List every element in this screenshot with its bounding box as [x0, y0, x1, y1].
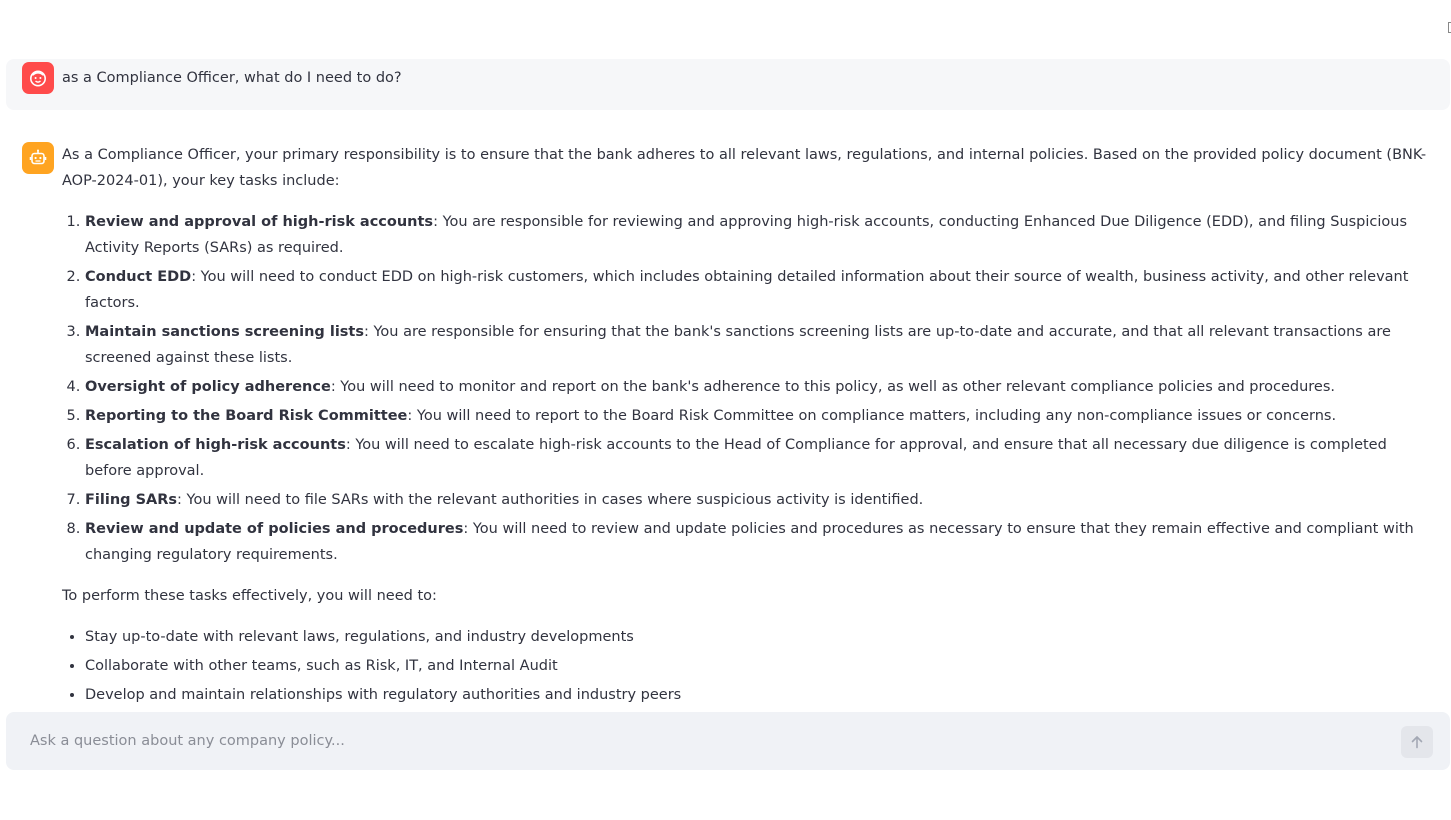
task-item	[85, 319, 1436, 371]
arrow-up-icon	[1409, 734, 1425, 750]
assistant-followup: To perform these tasks effectively, you will need to:	[62, 588, 437, 604]
task-body: : You will need to review and update policies and procedures as necessary to ensure that they remain effective and compliant with changing regulatory requirements.	[85, 521, 1414, 563]
task-body: : You will need to conduct EDD on high-risk customers, which includes obtaining detailed information about their source of wealth, business activity, and other relevant factors.	[85, 269, 1409, 311]
task-item	[85, 516, 1436, 568]
task-body: : You will need to monitor and report on the bank's adherence to this policy, as well as other relevant compliance policies and procedures.	[330, 379, 1335, 395]
task-item	[85, 487, 1436, 513]
chat-input-bar	[6, 712, 1450, 770]
skill-item: • Collaborate with other teams, such as Risk, IT, and Internal Audit	[85, 653, 1436, 679]
assistant-avatar	[22, 142, 54, 174]
user-face-icon	[28, 68, 48, 88]
task-title: Escalation of high-risk accounts	[85, 437, 346, 453]
task-body: : You are responsible for ensuring that the bank's sanctions screening lists are up-to-date and accurate, and that all relevant transactions are screened against these lists.	[85, 324, 1391, 366]
task-title: Review and approval of high-risk accounts	[85, 214, 434, 230]
user-avatar	[22, 62, 54, 94]
assistant-message	[6, 128, 1450, 703]
skill-item: • Stay up-to-date with relevant laws, regulations, and industry developments	[85, 624, 1436, 650]
task-title: Filing SARs	[85, 492, 178, 508]
task-title: Reporting to the Board Risk Committee	[85, 408, 408, 424]
user-message-text: as a Compliance Officer, what do I need to do?	[62, 70, 402, 86]
task-body: : You will need to escalate high-risk accounts to the Head of Compliance for approval, and ensure that all necessary due diligence is completed before approval.	[85, 437, 1387, 479]
task-item	[85, 432, 1436, 484]
task-body: : You will need to report to the Board Risk Committee on compliance matters, including any non-compliance issues or concerns.	[407, 408, 1337, 424]
task-title: Review and update of policies and procedures	[85, 521, 464, 537]
assistant-intro: As a Compliance Officer, your primary responsibility is to ensure that the bank adheres to all relevant laws, regulations, and internal policies. Based on the provided policy document (BNK-AOP-2024-01), your key tasks include:	[62, 147, 1427, 189]
task-item	[85, 209, 1436, 261]
chat-input[interactable]	[18, 720, 1388, 762]
assistant-message-content	[62, 142, 1436, 781]
task-title: Oversight of policy adherence	[85, 379, 331, 395]
send-button[interactable]	[1401, 726, 1433, 758]
robot-icon	[28, 148, 48, 168]
task-title: Conduct EDD	[85, 269, 192, 285]
task-item	[85, 264, 1436, 316]
task-body: : You are responsible for reviewing and approving high-risk accounts, conducting Enhanced Due Diligence (EDD), and filing Suspicious Activity Reports (SARs) as required.	[85, 214, 1408, 256]
task-item	[85, 403, 1436, 429]
task-list	[62, 209, 1436, 568]
task-item	[85, 374, 1436, 400]
user-message	[6, 59, 1450, 110]
skill-item: • Develop and maintain relationships with regulatory authorities and industry peers	[85, 682, 1436, 708]
task-title: Maintain sanctions screening lists	[85, 324, 364, 340]
task-body: : You will need to file SARs with the relevant authorities in cases where suspicious activity is identified.	[177, 492, 924, 508]
